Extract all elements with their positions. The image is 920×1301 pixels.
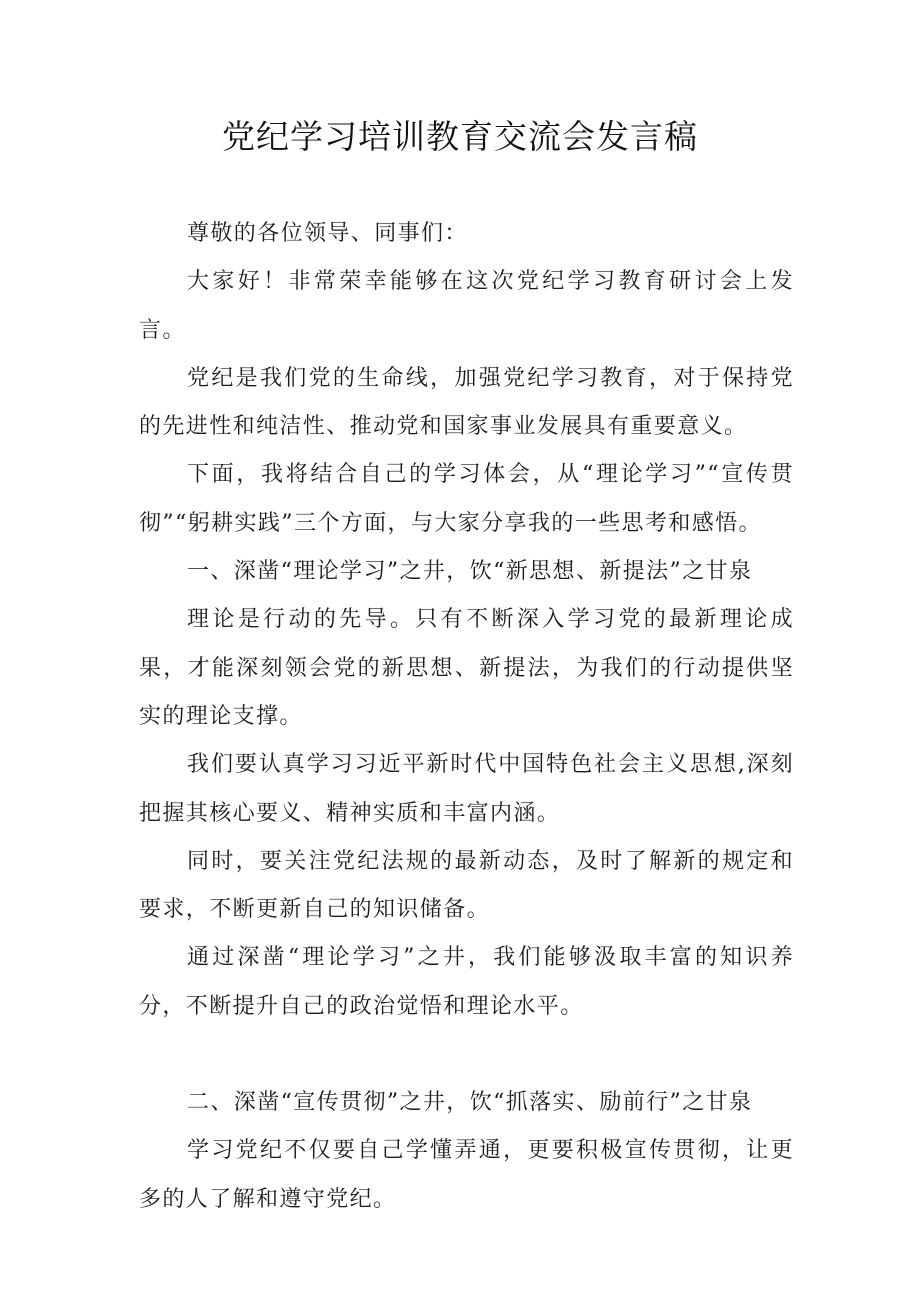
body-paragraph: 学习党纪不仅要自己学懂弄通，更要积极宣传贯彻，让更多的人了解和遵守党纪。 <box>139 1138 794 1212</box>
document-body <box>139 210 794 1224</box>
body-paragraph: 通过深凿“理论学习”之井，我们能够汲取丰富的知识养分，不断提升自己的政治觉悟和理论水平。 <box>139 945 794 1019</box>
body-paragraph: 下面，我将结合自己的学习体会，从“理论学习”“宣传贯彻”“躬耕实践”三个方面，与大家分享我的一些思考和感悟。 <box>139 462 794 536</box>
body-paragraph: 同时，要关注党纪法规的最新动态，及时了解新的规定和要求，不断更新自己的知识储备。 <box>139 848 794 923</box>
body-paragraph: 理论是行动的先导。只有不断深入学习党的最新理论成果，才能深刻领会党的新思想、新提法，为我们的行动提供坚实的理论支撑。 <box>139 607 794 729</box>
greeting-paragraph: 尊敬的各位领导、同事们： <box>187 221 468 246</box>
document-title: 党纪学习培训教育交流会发言稿 <box>222 117 698 156</box>
body-paragraph: 党纪是我们党的生命线，加强党纪学习教育，对于保持党的先进性和纯洁性、推动党和国家事业发展具有重要意义。 <box>139 365 794 440</box>
section-heading-2: 二、深凿“宣传贯彻”之井，饮“抓落实、励前行”之甘泉 <box>187 1090 753 1116</box>
section-spacer <box>139 1031 794 1079</box>
body-paragraph: 我们要认真学习习近平新时代中国特色社会主义思想,深刻把握其核心要义、精神实质和丰富内涵。 <box>139 752 794 826</box>
section-heading-1: 一、深凿“理论学习”之井，饮“新思想、新提法”之甘泉 <box>187 559 753 585</box>
opening-paragraph: 大家好！非常荣幸能够在这次党纪学习教育研讨会上发言。 <box>139 269 794 343</box>
